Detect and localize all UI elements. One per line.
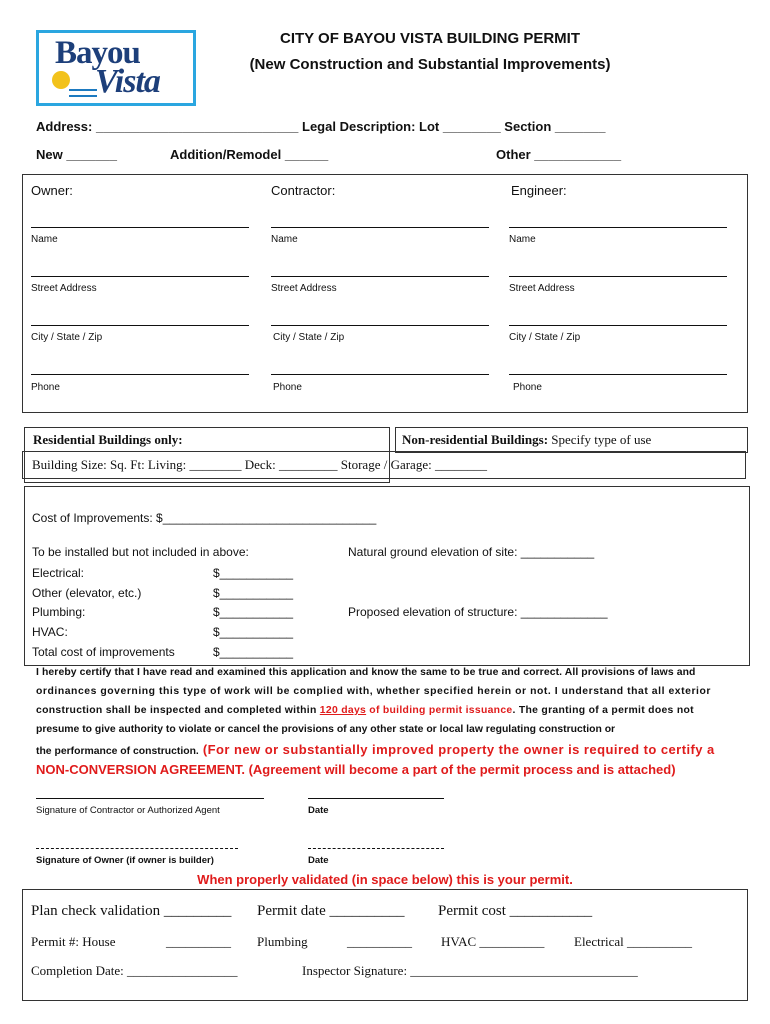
proposed-elevation-field[interactable]: Proposed elevation of structure: _____________ — [348, 605, 608, 619]
contractor-date-input[interactable] — [308, 798, 444, 799]
addition-remodel-field[interactable]: Addition/Remodel ______ — [170, 147, 329, 162]
plumbing-permit-field[interactable]: __________ — [347, 934, 412, 949]
contractor-label: Contractor: — [271, 183, 336, 198]
plumbing-cost-field[interactable]: $___________ — [213, 605, 294, 619]
owner-date-input[interactable] — [308, 848, 444, 849]
permit-date-field[interactable]: Permit date __________ — [257, 903, 405, 919]
total-cost-label: Total cost of improvements — [32, 645, 175, 659]
contractor-city-caption: City / State / Zip — [273, 332, 345, 343]
owner-city-input[interactable] — [31, 325, 249, 326]
contractor-street-input[interactable] — [271, 276, 489, 277]
nonresidential-label: Non-residential Buildings: Specify type of use — [402, 432, 652, 447]
owner-phone-input[interactable] — [31, 374, 249, 375]
other-label: Other (elevator, etc.) — [32, 586, 142, 600]
owner-city-caption: City / State / Zip — [31, 332, 103, 343]
cost-of-improvements-field[interactable]: Cost of Improvements: $________________________________ — [32, 511, 377, 525]
new-construction-field[interactable]: New _______ — [36, 147, 117, 162]
parties-section — [22, 174, 748, 413]
owner-name-input[interactable] — [31, 227, 249, 228]
other-field[interactable]: Other ____________ — [496, 147, 622, 162]
sun-icon — [52, 71, 70, 89]
residential-label: Residential Buildings only: — [33, 432, 183, 447]
engineer-name-input[interactable] — [509, 227, 727, 228]
owner-street-caption: Street Address — [31, 283, 97, 294]
owner-street-input[interactable] — [31, 276, 249, 277]
total-cost-field[interactable]: $___________ — [213, 645, 294, 659]
engineer-street-input[interactable] — [509, 276, 727, 277]
certify-line-4: presume to give authority to violate or cancel the provisions of any other state or local law regulating construction or — [36, 724, 616, 735]
other-cost-field[interactable]: $___________ — [213, 586, 294, 600]
engineer-city-caption: City / State / Zip — [509, 332, 581, 343]
wave-icon — [69, 89, 97, 97]
contractor-name-input[interactable] — [271, 227, 489, 228]
engineer-label: Engineer: — [511, 183, 567, 198]
certify-line-1: I hereby certify that I have read and examined this application and know the same to be true and correct. All provisions of laws and — [36, 667, 696, 678]
contractor-name-caption: Name — [271, 234, 298, 245]
engineer-street-caption: Street Address — [509, 283, 575, 294]
house-permit-field[interactable]: __________ — [166, 934, 231, 949]
hvac-label: HVAC: — [32, 625, 68, 639]
contractor-signature-caption: Signature of Contractor or Authorized Agent — [36, 805, 220, 816]
permit-cost-field[interactable]: Permit cost ___________ — [438, 903, 593, 919]
page-title: CITY OF BAYOU VISTA BUILDING PERMIT — [279, 30, 581, 47]
plumbing-permit-label: Plumbing — [257, 934, 308, 949]
ground-elevation-field[interactable]: Natural ground elevation of site: ___________ — [348, 545, 595, 559]
certify-line-5: the performance of construction. (For new or substantially improved property the owner is required to certify a — [36, 742, 715, 757]
building-size-row[interactable]: Building Size: Sq. Ft: Living: ________ Deck: _________ Storage / Garage: ________ — [32, 457, 487, 472]
engineer-name-caption: Name — [509, 234, 536, 245]
contractor-street-caption: Street Address — [271, 283, 337, 294]
permit-number-label: Permit #: House — [31, 934, 116, 949]
engineer-city-input[interactable] — [509, 325, 727, 326]
to-be-installed-label: To be installed but not included in above: — [32, 545, 249, 559]
contractor-phone-caption: Phone — [273, 382, 302, 393]
engineer-phone-input[interactable] — [509, 374, 727, 375]
owner-signature-caption: Signature of Owner (if owner is builder) — [36, 855, 214, 866]
certify-line-2: ordinances governing this type of work will be complied with, whether specified herein or not. I understand that all exterior — [36, 686, 711, 697]
plumbing-label: Plumbing: — [32, 605, 86, 619]
hvac-cost-field[interactable]: $___________ — [213, 625, 294, 639]
non-conversion-notice: NON-CONVERSION AGREEMENT. (Agreement will become a part of the permit process and is attached) — [36, 762, 676, 777]
contractor-date-caption: Date — [308, 805, 329, 816]
electrical-cost-field[interactable]: $___________ — [213, 566, 294, 580]
owner-name-caption: Name — [31, 234, 58, 245]
inspector-signature-field[interactable]: Inspector Signature: ___________________________________ — [302, 963, 638, 978]
owner-signature-input[interactable] — [36, 848, 238, 849]
validation-notice: When properly validated (in space below) this is your permit. — [197, 872, 573, 887]
engineer-phone-caption: Phone — [513, 382, 542, 393]
hvac-permit-field[interactable]: HVAC __________ — [441, 934, 545, 949]
electrical-permit-field[interactable]: Electrical __________ — [574, 934, 693, 949]
address-row[interactable]: Address: ____________________________ Legal Description: Lot ________ Section _______ — [36, 119, 606, 134]
owner-label: Owner: — [31, 183, 73, 198]
contractor-city-input[interactable] — [271, 325, 489, 326]
contractor-phone-input[interactable] — [271, 374, 489, 375]
certify-line-3: construction shall be inspected and completed within 120 days of building permit issuance. The granting of a permit does not — [36, 705, 694, 716]
city-logo — [36, 30, 196, 106]
logo-text-vista: Vista — [95, 63, 160, 100]
logo-text-bayou: Bayou — [55, 35, 140, 71]
owner-date-caption: Date — [308, 855, 329, 866]
plan-check-field[interactable]: Plan check validation _________ — [31, 903, 232, 919]
contractor-signature-input[interactable] — [36, 798, 264, 799]
completion-date-field[interactable]: Completion Date: _________________ — [31, 963, 238, 978]
owner-phone-caption: Phone — [31, 382, 60, 393]
electrical-label: Electrical: — [32, 566, 85, 580]
page-subtitle: (New Construction and Substantial Improvements) — [249, 56, 611, 73]
